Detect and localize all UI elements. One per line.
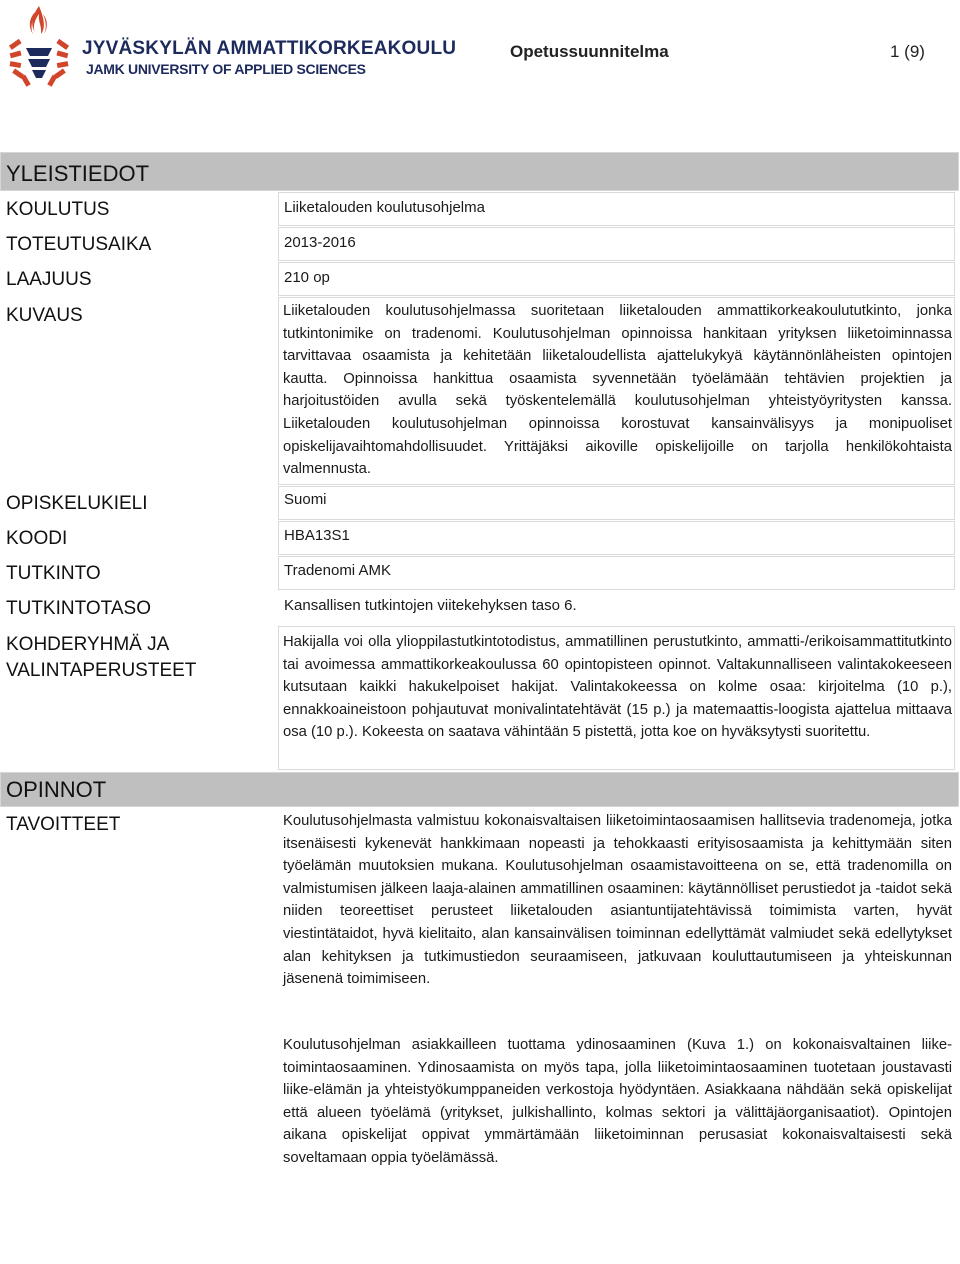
label-koulutus: KOULUTUS xyxy=(6,199,110,220)
value-koulutus: Liiketalouden koulutusohjelma xyxy=(284,199,485,216)
logo-text-line1: JYVÄSKYLÄN AMMATTIKORKEAKOULU xyxy=(82,38,457,59)
value-tavoitteet-para2: Koulutusohjelman asiakkailleen tuottama ydinosaaminen (Kuva 1.) on kokonaisvaltainen liike-toimintaosaaminen. Ydinosaamista on myös tapa, jolla liiketoimintaosaaminen tuotetaan joustavasti liike-elämän ja yhteistyökumppaneiden verkostoja hyödyntäen. Asiakkaana nähdään sekä opiskelijat että alueen työelämä (yritykset, julkishallinto, kolmas sektori ja välittäjäorganisaatiot). Opintojen aikana opiskelijat oppivat ymmärtämään liiketoiminnan perusasiat kokonaisvaltaisesti sekä soveltamaan oppia työelämässä. xyxy=(283,1037,952,1166)
value-toteutusaika: 2013-2016 xyxy=(284,234,356,251)
label-kohderyhma-line1: KOHDERYHMÄ JA xyxy=(6,634,170,655)
value-box-opiskelukieli xyxy=(278,486,955,520)
value-kuvaus: Liiketalouden koulutusohjelmassa suoritetaan liiketalouden ammattikorkeakoulututkinto, jonka tutkintonimike on tradenomi. Koulutusohjelman opinnoissa hankitaan yrityksen liiketoiminnassa tarvittavaa osaamista ja kehitetään liiketaloudellista ajattelukykyä käytännönläheisten opintojen kautta. Opinnoissa hankittua osaamista syvennetään työelämään tehtävien projektien ja harjoitustöiden avulla sekä työskentelemällä koulutusohjelman yhteistyöyritysten kanssa. Liiketalouden koulutusohjelman opinnoissa korostuvat kansainvälisyys ja monipuoliset opiskelijavaihtomahdollisuudet. Yrittäjäksi aikoville opiskelijoille on tarjolla henkilökohtaista valmennusta. xyxy=(283,303,952,478)
label-tutkintotaso: TUTKINTOTASO xyxy=(6,598,151,619)
value-opiskelukieli: Suomi xyxy=(284,491,327,508)
value-koodi: HBA13S1 xyxy=(284,527,350,544)
value-box-toteutusaika xyxy=(278,227,955,261)
label-kuvaus: KUVAUS xyxy=(6,305,83,326)
value-kohderyhma: Hakijalla voi olla ylioppilastutkintotodistus, ammatillinen perustutkinto, ammatti-/erikoisammattitutkinto tai avoimessa ammattikorkeakoulussa 60 opintopisteen opinnot. Valtakunnalliseen valintakokeeseen kutsutaan kaikki hakukelpoiset hakijat. Valintakokeessa on kolme osaa: kirjoitelma (10 p.), ennakkoaineistoon pohjautuvat monivalintatehtävät (15 p.) ja matemaattis-loogista ajattelua mittaava osa (10 p.). Kokeesta on saatava vähintään 5 pistettä, jotta koe on hyväksytysti suoritettu. xyxy=(283,634,952,741)
label-toteutusaika: TOTEUTUSAIKA xyxy=(6,234,152,255)
section-band-opinnot xyxy=(0,772,959,807)
label-tutkinto: TUTKINTO xyxy=(6,563,101,584)
page-number: 1 (9) xyxy=(890,42,925,61)
label-kohderyhma-line2: VALINTAPERUSTEET xyxy=(6,660,197,681)
section-title-yleistiedot: YLEISTIEDOT xyxy=(6,161,150,186)
value-box-laajuus xyxy=(278,262,955,296)
value-box-koodi xyxy=(278,521,955,555)
value-tutkinto: Tradenomi AMK xyxy=(284,562,391,579)
label-koodi: KOODI xyxy=(6,528,68,549)
label-laajuus: LAAJUUS xyxy=(6,269,92,290)
label-tavoitteet: TAVOITTEET xyxy=(6,814,121,835)
jamk-logo-icon xyxy=(8,4,70,88)
value-tavoitteet-para1: Koulutusohjelmasta valmistuu kokonaisvaltaisen liiketoimintaosaamisen hallitsevia tradenomeja, jotka itsenäisesti kykenevät hankkimaan nopeasti ja tehokkaasti erityisosaamista ja kehittymään siten työelämän muutoksien mukana. Koulutusohjelman osaamistavoitteena on se, että tradenomilla on valmistumisen jälkeen laaja-alainen ammatillinen osaaminen: käytännölliset perustiedot ja -taidot sekä niiden teoreettiset perusteet liiketalouden asiantuntijatehtävissä toimimista varten, hyvät viestintätaidot, hyvä kielitaito, alan kansainvälisen toiminnan edellyttämät valmiudet sekä edellytykset alan kehityksen ja tutkimustiedon seuraamiseen, jatkuvaan kouluttautumiseen ja yhteiskunnan jäsenenä toimimiseen. xyxy=(283,813,952,988)
section-title-opinnot: OPINNOT xyxy=(6,777,107,802)
label-opiskelukieli: OPISKELUKIELI xyxy=(6,493,148,514)
logo-text-line2: JAMK UNIVERSITY OF APPLIED SCIENCES xyxy=(86,61,366,77)
document-title: Opetussuunnitelma xyxy=(510,42,669,61)
value-laajuus: 210 op xyxy=(284,269,330,286)
value-tutkintotaso: Kansallisen tutkintojen viitekehyksen taso 6. xyxy=(284,597,577,614)
